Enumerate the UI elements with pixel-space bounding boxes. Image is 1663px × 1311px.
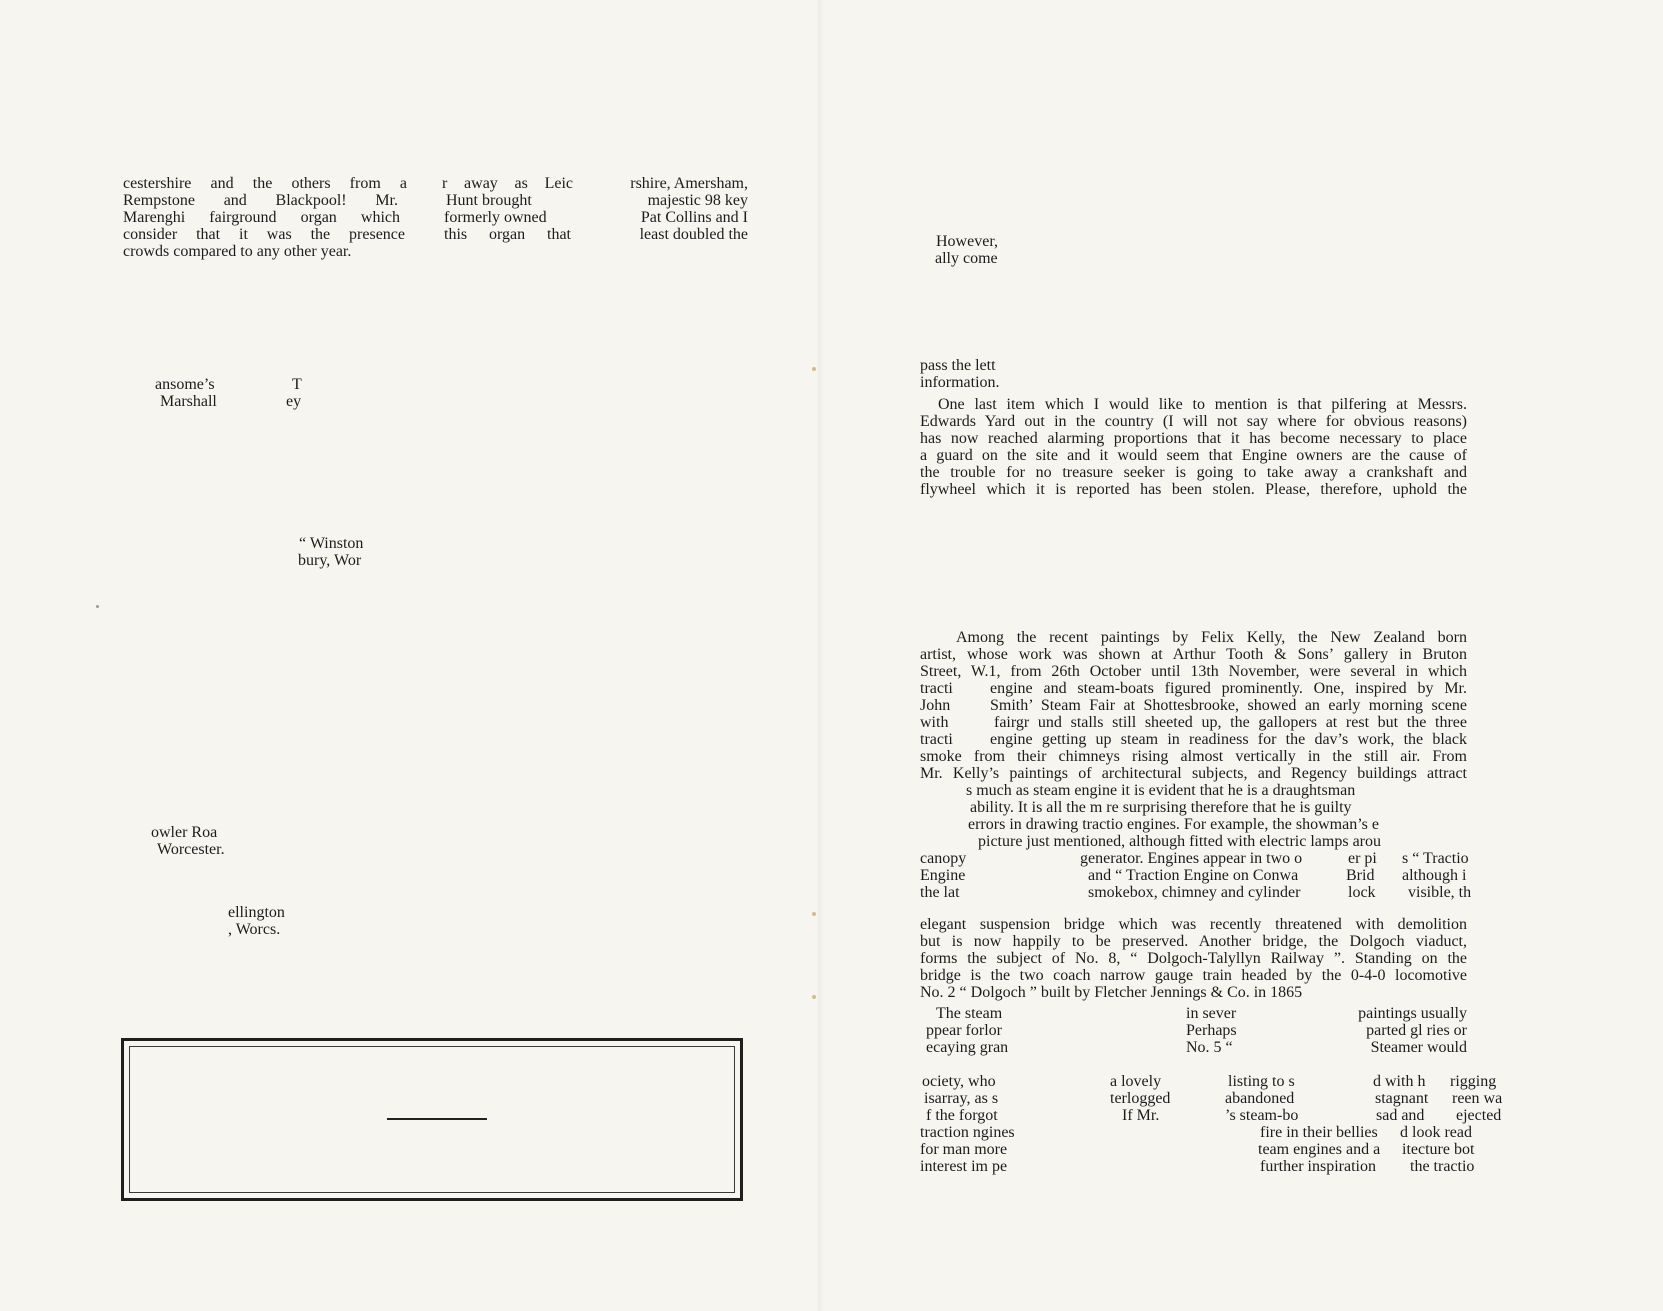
text-line: engine and steam-boats figured prominently. One, inspired by Mr. xyxy=(990,680,1467,697)
text-line: Marenghi fairground organ which xyxy=(123,209,400,226)
text-fragment: tracti xyxy=(920,680,953,697)
text-fragment: er pi xyxy=(1348,850,1377,867)
text-line: fairgr und stalls still sheeted up, the gallopers at rest but the three xyxy=(994,714,1467,731)
fragment-text: , Worcs. xyxy=(228,921,281,938)
text-fragment: ociety, who xyxy=(922,1073,996,1090)
text-fragment: d look read xyxy=(1400,1124,1472,1141)
text-fragment: interest im pe xyxy=(920,1158,1008,1175)
text-line: consider that it was the presence xyxy=(123,226,405,243)
framed-box xyxy=(121,1038,743,1201)
text-fragment: John xyxy=(920,697,951,714)
text-fragment: Perhaps xyxy=(1186,1022,1237,1039)
text-fragment: visible, th xyxy=(1408,884,1472,901)
text-fragment: isarray, as s xyxy=(924,1090,999,1107)
text-fragment: rigging xyxy=(1450,1073,1497,1090)
text-line: ability. It is all the m re surprising therefore that he is guilty xyxy=(970,799,1352,816)
text-fragment: The steam xyxy=(936,1005,1003,1022)
text-fragment: canopy xyxy=(920,850,967,867)
text-line: elegant suspension bridge which was recently threatened with demolition xyxy=(920,916,1467,933)
horizontal-rule xyxy=(387,1118,487,1120)
text-fragment: in sever xyxy=(1186,1005,1237,1022)
text-fragment: reen wa xyxy=(1452,1090,1503,1107)
text-line: Pat Collins and I xyxy=(640,209,748,226)
text-line: rshire, Amersham, xyxy=(630,175,748,192)
text-line: Rempstone and Blackpool! Mr. xyxy=(123,192,398,209)
text-fragment: tracti xyxy=(920,731,953,748)
text-fragment: and “ Traction Engine on Conwa xyxy=(1088,867,1299,884)
text-fragment: itecture bot xyxy=(1402,1141,1475,1158)
fragment-text: ally come xyxy=(935,250,998,267)
text-line: majestic 98 key xyxy=(647,192,748,209)
text-fragment: fire in their bellies xyxy=(1260,1124,1378,1141)
text-fragment: No. 5 “ xyxy=(1186,1039,1233,1056)
fragment-text: ansome’s xyxy=(155,376,215,393)
text-line: Smith’ Steam Fair at Shottesbrooke, showed an early morning scene xyxy=(990,697,1467,714)
text-line: errors in drawing tractio engines. For example, the showman’s e xyxy=(968,816,1379,833)
text-fragment: ’s steam-bo xyxy=(1225,1107,1299,1124)
text-line: but is now happily to be preserved. Another bridge, the Dolgoch viaduct, xyxy=(920,933,1467,950)
text-fragment: sad and xyxy=(1376,1107,1425,1124)
text-fragment: listing to s xyxy=(1228,1073,1295,1090)
text-fragment: ppear forlor xyxy=(926,1022,1002,1039)
text-line: s much as steam engine it is evident that he is a draughtsman xyxy=(966,782,1356,799)
text-line: has now reached alarming proportions that it has become necessary to place xyxy=(920,430,1467,447)
text-fragment: team engines and a xyxy=(1258,1141,1381,1158)
text-fragment: ecaying gran xyxy=(926,1039,1009,1056)
text-fragment: ejected xyxy=(1456,1107,1502,1124)
fragment-text: information. xyxy=(920,374,1000,391)
text-fragment: abandoned xyxy=(1225,1090,1295,1107)
text-line: cestershire and the others from a xyxy=(123,175,407,192)
text-fragment: a lovely xyxy=(1110,1073,1162,1090)
fragment-text: However, xyxy=(936,233,998,250)
text-line: least doubled the xyxy=(639,226,748,243)
left-page xyxy=(0,0,820,1311)
text-line: r away as Leic xyxy=(442,175,573,192)
text-line: artist, whose work was shown at Arthur Tooth & Sons’ gallery in Bruton xyxy=(920,646,1467,663)
speck xyxy=(812,367,816,371)
text-line: this organ that xyxy=(444,226,571,243)
text-fragment: traction ngines xyxy=(920,1124,1015,1141)
text-fragment: stagnant xyxy=(1375,1090,1429,1107)
text-fragment: generator. Engines appear in two o xyxy=(1080,850,1303,867)
text-fragment: with xyxy=(920,714,949,731)
text-line: smoke from their chimneys rising almost vertically in the still air. From xyxy=(920,748,1467,765)
text-fragment: f the forgot xyxy=(926,1107,998,1124)
framed-box-inner-border xyxy=(129,1046,735,1193)
fragment-text: pass the lett xyxy=(920,357,996,374)
fragment-text: Worcester. xyxy=(157,841,225,858)
right-page xyxy=(820,0,1663,1311)
fragment-text: owler Roa xyxy=(151,824,218,841)
text-line: No. 2 “ Dolgoch ” built by Fletcher Jennings & Co. in 1865 xyxy=(920,984,1303,1001)
text-line: flywheel which it is reported has been stolen. Please, therefore, uphold the xyxy=(920,481,1467,498)
text-line: picture just mentioned, although fitted with electric lamps arou xyxy=(978,833,1381,850)
fragment-text: ellington xyxy=(228,904,285,921)
fragment-text: T xyxy=(292,376,302,393)
fragment-text: ey xyxy=(286,393,302,410)
text-fragment: for man more xyxy=(920,1141,1008,1158)
speck xyxy=(96,605,99,608)
text-fragment: parted gl ries or xyxy=(1366,1022,1467,1039)
text-line: crowds compared to any other year. xyxy=(123,243,352,260)
text-line: the trouble for no treasure seeker is going to take away a crankshaft and xyxy=(920,464,1467,481)
speck xyxy=(812,912,816,916)
fragment-text: “ Winston xyxy=(299,535,364,552)
text-fragment: lock xyxy=(1348,884,1376,901)
text-line: Edwards Yard out in the country (I will not say where for obvious reasons) xyxy=(920,413,1467,430)
text-fragment: Engine xyxy=(920,867,966,884)
text-fragment: paintings usually xyxy=(1358,1005,1467,1022)
text-line: Mr. Kelly’s paintings of architectural subjects, and Regency buildings attract xyxy=(920,765,1467,782)
text-line: engine getting up steam in readiness for the dav’s work, the black xyxy=(990,731,1467,748)
text-line: Among the recent paintings by Felix Kelly, the New Zealand born xyxy=(956,629,1467,646)
text-fragment: terlogged xyxy=(1110,1090,1171,1107)
speck xyxy=(812,995,816,999)
text-line: Street, W.1, from 26th October until 13th November, were several in which xyxy=(920,663,1467,680)
text-fragment: s “ Tractio xyxy=(1402,850,1469,867)
text-fragment: Steamer would xyxy=(1370,1039,1467,1056)
text-line: formerly owned xyxy=(444,209,547,226)
text-fragment: the tractio xyxy=(1410,1158,1475,1175)
text-fragment: smokebox, chimney and cylinder xyxy=(1088,884,1301,901)
text-line: bridge is the two coach narrow gauge train headed by the 0-4-0 locomotive xyxy=(920,967,1467,984)
text-fragment: d with h xyxy=(1373,1073,1426,1090)
text-fragment: Brid xyxy=(1346,867,1375,884)
text-line: Hunt brought xyxy=(446,192,532,209)
text-fragment: If Mr. xyxy=(1122,1107,1160,1124)
fragment-text: bury, Wor xyxy=(298,552,362,569)
text-fragment: although i xyxy=(1402,867,1467,884)
text-fragment: further inspiration xyxy=(1260,1158,1376,1175)
text-fragment: the lat xyxy=(920,884,960,901)
text-line: a guard on the site and it would seem that Engine owners are the cause of xyxy=(920,447,1467,464)
text-line: One last item which I would like to mention is that pilfering at Messrs. xyxy=(938,396,1467,413)
fragment-text: Marshall xyxy=(160,393,217,410)
text-line: forms the subject of No. 8, “ Dolgoch-Talyllyn Railway ”. Standing on the xyxy=(920,950,1467,967)
